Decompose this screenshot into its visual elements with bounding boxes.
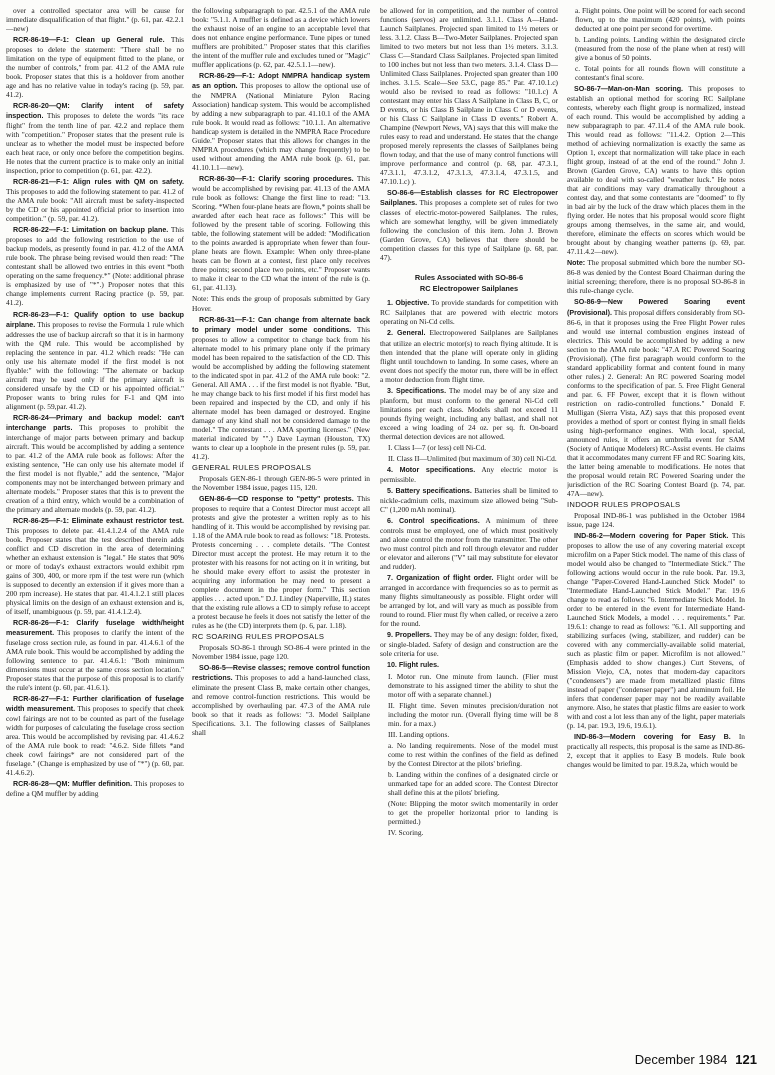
issue-date: December 1984 [634,1052,728,1067]
proposal-body: This proposes to revise the Formula 1 rule which addresses the use of backup aircraft so that it is in harmony with the QM rule. This would be accomplished by replacing the sentence in par. 41.2 which reads: "He can only use his alternate model if the first model is not flyable:" with the following: "The alternate or backup aircraft may be used only if the primary aircraft is considered unsafe by the CD or his appointed official." Proposer wants to bring rules for F-1 and QM into alignment (p. 59,par. 41.2). [6,319,184,411]
proposal-body: This proposes to define a QM muffler by adding [6,779,184,799]
proposal-body: This proposes to require that a Contest Director must accept all protests and give the protester a written reply as to his handling of it. This would be accomplished by revising par. 1.18 of the AMA rule book to read as follows: "18. Protests. Protests concerning . . . complete details. "The Contest Director must accept the protest. He may return it to the protester with his reasons for not acting on it in writing, but he should make every effort to assist the protester in acquiring any information he may need to present a complete document in the proper form." This section applies . . . acted upon." D.J. Lindley (Naperville, IL) states that the existing rule allows a CD to simply refuse to accept a protest because he feels it does not satisfy the letter of the rules as he (the CD) interprets them (p. 6, par. 1.18). [192,493,370,631]
proposal-heading: 4. Motor specifications. [387,465,476,474]
proposal-heading: IND-86-2—Modern covering for Paper Stick. [574,531,729,540]
proposal-paragraph [6,310,184,411]
proposal-paragraph [567,84,745,256]
proposal-paragraph [6,694,184,777]
page-number: 121 [735,1052,757,1067]
proposal-body: In practically all respects, this proposal is the same as IND-86-2, except that it applies to Easy B models. Rule book changes would be limited to par. 19.8.2a, which would be [567,732,745,770]
proposal-body: Proposal IND-86-1 was published in the October 1984 issue, page 124. [567,510,745,529]
proposal-body: This proposes to delete the words "its race flight" from the tenth line of par. 42.2 and replace them with "competition." Proposer states that the present rule is unclear as to whether the model must be inspected before each heat race, or only once before the competition begins. He notes that the current practice is to make only an initial inspection, prior to competition (p. 61, par. 42.2). [6,111,184,176]
proposal-body: Electropowered Sailplanes are Sailplanes that utilize an electric motor(s) to reach flying altitude. It is then intended that the plane will operate only in gliding flight until touchdown to landing. In some cases, where an event does not specify the motor run, there will be in effect a motor deduction from flight time. [380,328,558,384]
proposal-heading: RCR-86-27—F-1: Further clarification of fuselage width measurement. [6,695,184,714]
text-column-4 [567,6,745,1031]
proposal-heading: 10. Flight rules. [387,661,440,670]
proposal-paragraph [6,225,184,307]
rules-subheading-line: RC Electropower Sailplanes [419,284,519,294]
proposal-heading: 7. Organization of flight order. [387,573,494,582]
proposal-paragraph [192,643,370,661]
proposal-paragraph [6,177,184,223]
text-column-3 [380,6,558,1031]
proposal-heading: RCR-86-31—F-1: Can change from alternate back to primary model under some conditions. [192,315,370,334]
proposal-heading: SO-86-6—Establish classes for RC Electropower Sailplanes. [380,189,558,208]
proposal-body: This proposes to specify that cheek cowl fairings are not to be counted as part of the fuselage width for purposes of calculating the fuselage cross section area. This would be accomplished by revising par. 41.4.6.2 of the AMA rule book to read: "4.6.2. Side fillets *and cheek cowl fairings* are not considered part of the fuselage." (Change is emphasized by use of "*") (p. 60, par. 41.4.6.2). [6,704,184,778]
proposal-paragraph [567,258,745,295]
rule-subitem: III. Landing options. [388,730,450,740]
proposal-heading: RCR-86-26—F-1: Clarify fuselage width/height measurement. [6,619,184,638]
rule-subitem: a. Flight points. One point will be scored for each second flown, up to the maximum (420 points), with points deducted at one point per second for overtime. [575,6,745,34]
proposal-heading: 5. Battery specifications. [387,486,472,495]
proposal-paragraph [6,516,184,616]
rule-subitem: II. Flight time. Seven minutes precision/duration not including the motor run. (Overall flying time will be 8 min. for a max.) [388,701,558,729]
proposal-body: This proposal differs considerably from SO-86-6, in that it proposes using the Free Flight Power rules and would use internal combustion engines instead of electrics. This would be accomplished by adding a new section to the AMA rule book: "47.A RC Powered Soaring (Provisional). (The first paragraph would conform to the standard applicability format and content found in many other rules.) 2. General: An RC powered Soaring model conforms to the specification of par. 5. Free Flight General and par. 6. FF Power, except that it is flown without restriction on radio-controlled functions." Donald F. Mulligan (Sierra Vista, AZ) says that this proposed event provides a method of sport or contest flying in small fields using high-performance engines. With local, special, announced rules, it offers an umbrella event for SAM (Society of Antique Modelers) RC-Assist events. He claims that it accommodates many current FF and RC Soaring kits, the latter being amenable to modifications. He notes that the proposal would retain RC Powered Soaring under the jurisdiction of the RC Soaring Contest Board (p. 74, par. 47A—new). [567,307,745,498]
proposal-heading: RCR-86-25—F-1: Eliminate exhaust restrictor test. [13,516,184,525]
rule-subitem: (Note: Blipping the motor switch momentarily in order to get the propeller horizontal prior to landing is permitted.) [388,799,558,827]
proposal-heading: SO-86-9—New Powered Soaring event (Provisional). [567,298,745,317]
proposal-paragraph [380,298,558,326]
rule-subitem: I. Motor run. One minute from launch. (Flier must demonstrate to his assigned timer the ability to shut the motor off with a separate channel.) [388,672,558,700]
proposal-heading: 6. Control specifications. [387,516,480,525]
proposal-paragraph [192,174,370,292]
proposal-body: Proposals SO-86-1 through SO-86-4 were printed in the November 1984 issue, page 120. [192,643,370,662]
proposal-body: A minimum of three controls must be employed, one of which must positively and alone control the motor from the transmitter. The other two must control pitch and roll through elevator and rudder or elevator and ailerons ("V" tail may substitute for elevator and rudder). [380,515,558,571]
proposal-body: This would be accomplished by revising par. 41.13 of the AMA rule book as follows: Change the first line to read: "13. Scoring. *When four-plane heats are flown,* points shall be awarded after each heat race as follows:" This will be followed by the present table of scoring. Following this table, the following statement will be added: "Modification to the points awarded is appropriate when fewer than four-plane heats are flown. Example: When only three-plane heats can be flown at a contest, first place only receives three points; second place two points, etc." Proposer wants to make it clear to the CD what the intent of the rule is (p. 61, par. 41.13). [192,174,370,293]
proposal-heading: RCR-86-21—F-1: Align rules with QM on safety. [13,178,184,187]
proposal-body: This proposes to add the following statement to par. 41.2 of the AMA rule book: "All aircraft must be safety-inspected by the CD or his appointed official prior to insertion into competition." (p. 59, par. 41.2). [6,187,184,224]
proposal-paragraph [192,6,370,69]
proposal-body: The model may be of any size and planform, but must conform to the general Ni-Cd cell limitations per each class. Models shall not exceed 11 pounds flying weight, including any ballast, and shall not exceed a wing loading of 24 oz. per sq. ft. On-board thermal detection devices are not allowed. [380,385,558,441]
proposal-body: This proposes to establish an optional method for scoring RC Sailplane contests, whereby each flight group is normalized, instead of each round. This would be accomplished by adding a new subparagraph to par. 47.11.4 of the AMA rule book. This would read as follows: "11.4.2. Option 2—This method of achieving normalization is exactly the same as Option 1, except that normalization will take place in each flight group, instead of at the end of the round." John J. Brown (Garden Grove, CA) wants to have this option available to deal with so-called "weather luck." He notes that air conditions may vary dramatically throughout a contest day, and that some contestants are "doomed" to fly in bad air by the luck of the draw which places them in the flying order. He notes that his proposal would score flight groups among themselves, in the same air, and would, therefore, eliminate the effects on scores which would be brought about by changing weather patterns (p. 69, par. 47.11.4.2—new). [567,84,745,257]
proposal-body: Note: This ends the group of proposals submitted by Gary Hover. [192,294,370,313]
rule-subitem: I. Class I—7 (or less) cell Ni-Cd. [388,442,487,452]
proposal-paragraph [380,573,558,628]
proposal-paragraph [380,386,558,441]
proposal-heading: RCR-86-22—F-1: Limitation on backup plane. [13,226,169,235]
proposal-paragraph [380,660,558,670]
proposal-heading: RCR-86-30—F-1: Clarify scoring procedures. [199,175,354,184]
proposal-paragraph [380,6,558,186]
proposal-body: This proposes to prohibit the interchange of major parts between primary and backup aircraft. This would be accomplished by adding a sentence to par. 41.2 of the AMA rule book as follows: After the existing sentence, "He can only use his alternate model if the first model is not flyable," add the sentence, "Major components may not be interchanged between primary and alternate models." Proposer states that this is to prevent the creation of a third entry, which would be a combination of the primary and alternate models (p. 59, par. 41.2). [6,422,184,514]
proposal-paragraph [380,630,558,658]
proposal-heading: RCR-86-19—F-1: Clean up General rule. [13,36,165,45]
proposal-paragraph [567,732,745,769]
proposal-body: The proposal submitted which bore the number SO-86-8 was denied by the Contest Board Chairman during the initial screening; therefore, there is no proposal SO-86-8 in this rule-change cycle. [567,258,745,296]
proposal-paragraph [567,297,745,497]
proposal-heading: RCR-86-28—QM: Muffler definition. [13,780,133,789]
proposal-body: the following subparagraph to par. 42.5.1 of the AMA rule book: "5.1.1. A muffler is defined as a device which lowers the exhaust noise of an engine to an acceptable level that does not enhance engine performance. Tune pipes or tuned mufflers are prohibited." Proposer states that this clarifies the intent of the muffler rule and excludes tuned or "Magic" muffler applications (p. 62, par. 42.5.1.1—new). [192,6,370,70]
proposal-heading: GEN-86-6—CD response to "petty" protests. [199,494,354,503]
proposal-body: This proposes to allow a competitor to change back from his alternate model to his primary plane only if the primary model has been repaired to the satisfaction of the CD. This would be accomplished by adding the following statement to the indicated spot in par. 41.2 of the AMA rule book: "2. General. All AMA . . . if the first model is not flyable. "But, he may change back to his first model if his first model has been repaired and inspected by the CD, and only if his alternate model has been damaged or destroyed. Engine damage of any kind shall not be considered damage to the model." The contestant . . . AMA sporting licenses." (New material indicated by "".) Dave Layman (Houston, TX) wants to clear up a loophole in the present rules (p. 59, par. 41.2). [192,324,370,461]
proposal-paragraph [567,511,745,529]
proposal-body: This proposes to clarify the intent of the fuselage cross section rule, as found in par. 41.4.6.1 of the AMA rule book. This would be accomplished by adding the following sentence to par. 41.4.6.1: "Both minimum dimensions must occur at the same cross section location." Proposer states that the purpose of this proposal is to clarify the rule's intent (p. 60, par. 41.6.1). [6,628,184,693]
proposal-body: This proposes to add the following restriction to the use of backup models, as presently found in par. 41.2 of the AMA rule book. The phrase being revised would then read: "The contestant shall be allowed two entries in this event *both operating on the same frequency.*" (Note: additional phrase is emphasized by use of "*".) Proposer notes that this change implements current Racing practice (p. 59, par. 41.2). [6,225,184,308]
proposal-paragraph [6,618,184,692]
proposal-paragraph [192,494,370,630]
proposal-paragraph [567,531,745,730]
proposal-body: be allowed for in competition, and the number of control functions (servos) are unlimited. 3.1.1. Class A—Hand-Launch Sailplanes. Projected span limited to 1½ meters or less. 3.1.2. Class B—Two-Meter Sailplanes. Projected span limited to two meters but not less than 1½ meters. 3.1.3. Class C—Standard Class Sailplanes. Projected span limited to 100 inches but not less than two meters. 3.1.4. Class D—Unlimited Class Sailplanes. Projected span greater than 100 inches. 3.1.5. Scale—See 53.C, page 85." Par. 47.10.1.c) would also be revised to read as follows: "10.1.c) A contestant may enter his Class A Sailplane in Class B, C, or D events, or his Class B Sailplane in Class C or D events, or his Class C Sailplane in Class D events." Robert A. Champine (Newport News, VA) says that this will make the rules easy to read and understand. He states that the change proposed merely represents the classes of Sailplanes being flown today, and that the use of many control functions will improve performance and control (p. 68, par. 47.3.1, 47.3.1.1, 47.3.1.2, 47.3.1.3, 47.3.1.4, 47.3.1.5, and 47.10.1.c) ). [380,6,558,187]
proposal-body: They may be of any design: folder, fixed, or single-bladed. Safety of design and construction are the sole criteria for use. [380,629,558,658]
proposal-body: Batteries shall be limited to nickle-cadmium cells, maximum size allowed being "Sub-C" (1,200 mAh nominal). [380,485,558,514]
proposal-paragraph [6,35,184,99]
rule-subitem: IV. Scoring. [388,828,424,838]
proposal-paragraph [192,294,370,312]
proposal-paragraph [192,663,370,737]
proposal-heading: RCR-86-20—QM: Clarify intent of safety inspection. [6,102,184,121]
rule-subitem: b. Landing within the confines of a designated circle or unmarked tape for an added score. The Contest Director shall define this at the pilots' briefing. [388,770,558,798]
proposal-body: This proposes to allow the use of any covering material except microfilm on a Paper Stick model. The name of this class of model would also be changed to "Intermediate Stick." The following actions would occur in the rule book. Par. 19.3, change "Paper-Covered Hand-Launched Stick Model" to "Intermediate Hand-Launched Stick Model." Par. 19.6 change to read as follows: "6. Intermediate Stick Model. In order to be entered in the event for Intermediate Hand-Launched Stick Models, a model . . . requirements." Par. 19.6.1: change to read as follows: "6.1. All supporting and stabilizing surfaces (wing, stabilizer, and rudder) can be covered with any commercially-available solid material, such as plastic film or paper. Microfilm is not allowed." (Emphasis added to show changes.) Curt Stevens, of Mission Viejo, CA, notes that modern-day capacitors ("condensers") are made from metallized plastic films instead of paper ("condenser paper") and aluminum foil. He infers that condenser paper may not be readily available anymore. Also, he states that plastic films are easier to work with and cost a lot less than any of the light, paper materials (p. 14, par. 19.3, 19.6, 19.6.1). [567,530,745,731]
text-column-1 [6,6,184,1031]
proposal-heading: 3. Specifications. [387,386,447,395]
proposal-body: This proposes a complete set of rules for two classes of electric-motor-powered Sailplanes. The rules, which are somewhat lengthy, will be given immediately following the conclusion of this item. John J. Brown (Garden Grove, CA) believes that there should be competition classes for this type of Sailplane (p. 68, par. 47). [380,198,558,263]
page-footer [635,1052,757,1067]
rules-subheading [380,272,558,294]
proposal-heading: RCR-86-29—F-1: Adopt NMPRA handicap system as an option. [192,72,370,91]
proposal-heading: RCR-86-23—F-1: Qualify option to use backup airplane. [6,310,184,329]
proposal-paragraph [192,71,370,172]
proposal-heading: 2. General. [387,329,426,338]
proposal-heading: SO-86-5—Revise classes; remove control function restrictions. [192,664,370,683]
text-column-2 [192,6,370,1031]
proposal-heading: Note: [567,259,586,268]
proposal-paragraph [6,779,184,798]
proposal-paragraph [6,413,184,514]
rule-subitem: a. No landing requirements. Nose of the model must come to rest within the confines of the field as defined by the Contest Director at the pilots' briefing. [388,741,558,769]
section-heading: GENERAL RULES PROPOSALS [192,462,312,472]
proposal-paragraph [380,465,558,484]
proposal-body: This proposes to delete the statement: "There shall be no limitation on the type of equipment fitted to the plane, or the number of controls," from par. 41.2 of the AMA rule book. Proposer states that this is a holdover from another age and has no relative value in today's racing (p. 59, par. 41.2). [6,35,184,100]
proposal-paragraph [380,516,558,571]
section-heading: INDOOR RULES PROPOSALS [567,499,681,509]
proposal-body: Proposals GEN-86-1 through GEN-86-5 were printed in the November 1984 issue, pages 115, 120. [192,473,370,492]
proposal-body: over a controlled spectator area will be cause for immediate disqualification of that flight." (p. 61, par. 42.2.1—new) [6,6,184,34]
proposal-paragraph [6,6,184,33]
rule-subitem: c. Total points for all rounds flown will constitute a contestant's final score. [575,64,745,83]
proposal-heading: 9. Propellers. [387,630,432,639]
proposal-paragraph [6,101,184,175]
rules-subheading-line: Rules Associated with SO-86-6 [414,273,524,283]
section-heading: RC SOARING RULES PROPOSALS [192,632,325,642]
proposal-body: Flight order will be arranged in accordance with frequencies so as to permit as many flights simultaneously as possible. Flight order will be arranged by lot, and will vary as much as possible from round to round. Flier must fly when called, or receive a zero for the round. [380,572,558,628]
proposal-paragraph [380,328,558,383]
proposal-body: This proposes to add a hand-launched class, eliminate the present Class B, make certain other changes, and remove control-function restrictions. This would be accomplished by overhauling par. 47.3 of the AMA rule book so that it reads as follows: "3. Model Sailplane Specifications. 3.1. The following classes of Sailplanes shall [192,673,370,738]
proposal-paragraph [192,315,370,461]
proposal-body: This proposes to allow the optional use of the NMPRA (National Miniature Pylon Racing Association) handicap system. This would be accomplished by adding a new subparagraph to par. 41.10.1 of the AMA rule book. It would read as follows: "10.1.1. An alternative handicap system is detailed in the NMPRA Race Procedure Guide." Proposer states that this allows for changes in the NMPRA procedures (which may change frequently) to be used without amending the AMA rule book (p. 61, par. 41.10.1.1—new). [192,81,370,173]
proposal-heading: SO-86-7—Man-on-Man scoring. [574,85,684,94]
proposal-paragraph [380,188,558,262]
proposal-body: To provide standards for competition with RC Sailplanes that are powered with electric motors operating on Ni-Cd cells. [380,298,558,327]
rule-subitem: II. Class II—Unlimited (but maximum of 30) cell Ni-Cd. [388,453,557,463]
rule-subitem: b. Landing points. Landing within the designated circle (measured from the nose of the plane when at rest) will give a bonus of 50 points. [575,35,745,63]
proposal-heading: RCR-86-24—Primary and backup model: can't interchange parts. [6,413,184,432]
proposal-paragraph [192,474,370,492]
proposal-body: This proposes to delete par. 41.4.1.2.4 of the AMA rule book. Proposer states that the test described therein adds conflict and CD discretion in the area of determining whether an exhaust extension is "legal." He states that 90% or more of today's exhaust extractors would exhibit rpm gains of 300, 400, or more rpm if the test were run (which is supposed to decently an extension if it gives more than a 200 rpm increase). He states that par. 41.4.1.2.1 still places physical limits on the design of an exhaust extension and is, of itself, unambiguous (p. 59, par. 41.4.1.2.4). [6,525,184,616]
proposal-heading: IND-86-3—Modern covering for Easy B. [574,733,731,742]
proposal-paragraph [380,486,558,514]
proposal-heading: 1. Objective. [387,299,430,308]
proposal-body: Any electric motor is permissible. [380,464,558,484]
